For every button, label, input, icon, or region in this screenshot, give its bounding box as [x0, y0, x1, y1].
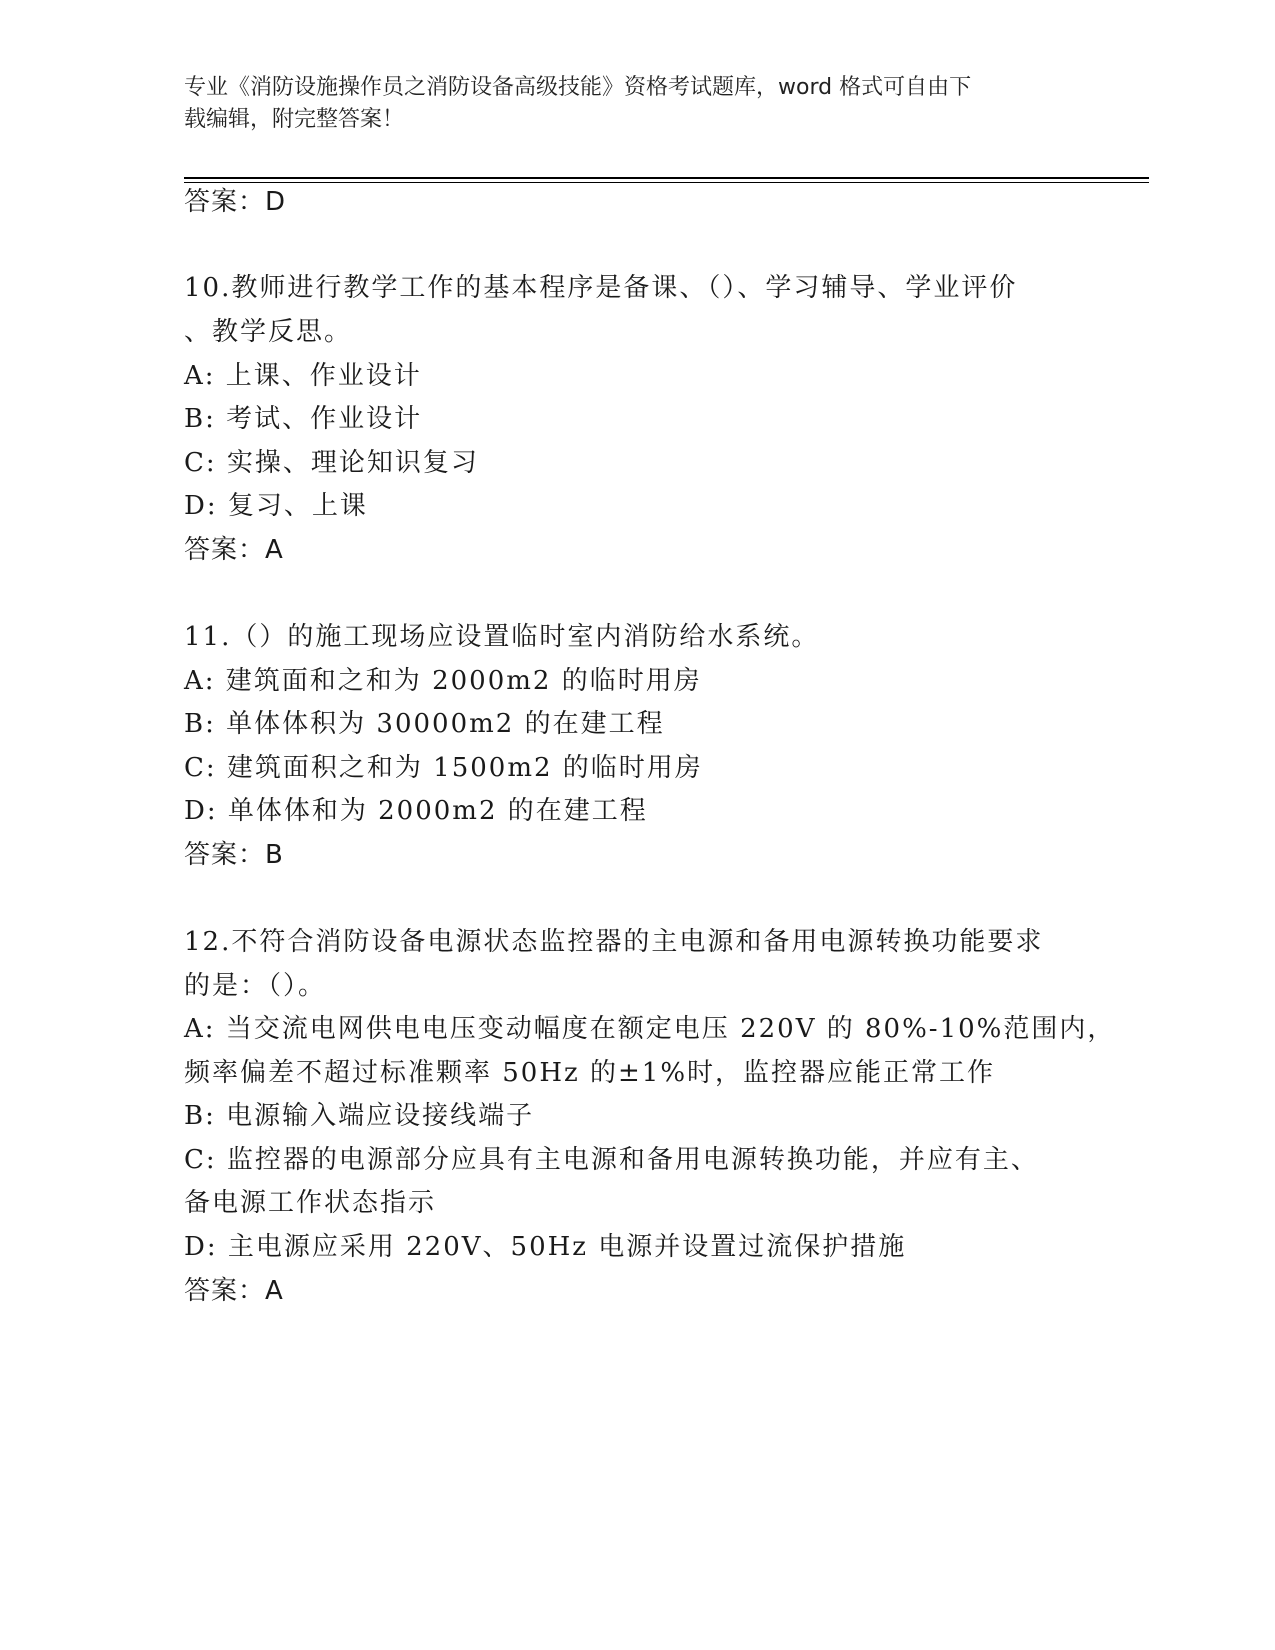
question-12-option-c-line-2: 备电源工作状态指示 — [184, 1188, 437, 1218]
header-line-2: 载编辑，附完整答案！ — [184, 107, 405, 132]
question-12-option-b: B: 电源输入端应设接线端子 — [184, 1101, 535, 1131]
question-10-answer: 答案：A — [184, 535, 284, 565]
question-10-option-a: A: 上课、作业设计 — [184, 361, 422, 391]
previous-answer: 答案：D — [184, 187, 287, 217]
question-10-option-b: B: 考试、作业设计 — [184, 404, 423, 434]
question-10-option-c: C: 实操、理论知识复习 — [184, 448, 479, 478]
question-11-option-b: B: 单体体积为 30000m2 的在建工程 — [184, 709, 665, 739]
page-header — [184, 72, 1064, 136]
question-10-option-d: D: 复习、上课 — [184, 491, 368, 521]
question-12-option-d: D: 主电源应采用 220V、50Hz 电源并设置过流保护措施 — [184, 1232, 907, 1262]
question-11-answer: 答案：B — [184, 840, 284, 870]
question-12-answer: 答案：A — [184, 1276, 284, 1306]
header-rule-thick — [184, 177, 1149, 179]
question-11-option-a: A: 建筑面和之和为 2000m2 的临时用房 — [184, 666, 702, 696]
question-12-option-a-line-1: A: 当交流电网供电电压变动幅度在额定电压 220V 的 80%-10%范围内， — [184, 1014, 1116, 1044]
question-10-stem-line-2: 、教学反思。 — [184, 317, 353, 347]
header-line-1: 专业《消防设施操作员之消防设备高级技能》资格考试题库，word 格式可自由下 — [184, 75, 972, 100]
header-rule-thin — [184, 182, 1149, 183]
question-11-option-d: D: 单体体和为 2000m2 的在建工程 — [184, 796, 648, 826]
question-11-option-c: C: 建筑面积之和为 1500m2 的临时用房 — [184, 753, 703, 783]
question-12-stem-line-1: 12.不符合消防设备电源状态监控器的主电源和备用电源转换功能要求 — [184, 927, 1044, 957]
question-10-stem-line-1: 10.教师进行教学工作的基本程序是备课、（）、学习辅导、学业评价 — [184, 273, 1018, 303]
question-12-option-c-line-1: C: 监控器的电源部分应具有主电源和备用电源转换功能，并应有主、 — [184, 1145, 1039, 1175]
question-11-stem: 11.（）的施工现场应设置临时室内消防给水系统。 — [184, 622, 820, 652]
question-12-stem-line-2: 的是：（）。 — [184, 971, 327, 1001]
question-12-option-a-line-2: 频率偏差不超过标准颗率 50Hz 的±1%时，监控器应能正常工作 — [184, 1058, 996, 1088]
